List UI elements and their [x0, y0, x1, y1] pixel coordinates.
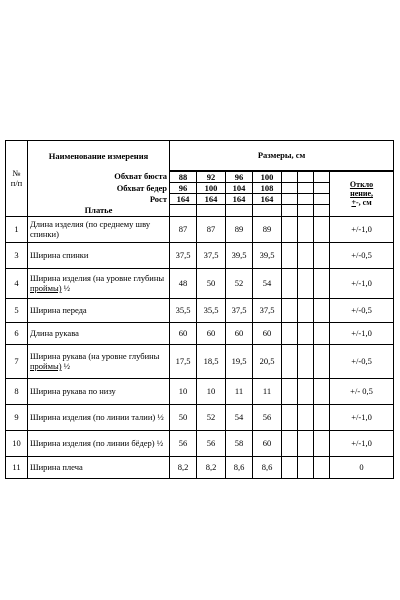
value-size-4: 8,6 [253, 456, 282, 478]
empty-cell [314, 378, 330, 404]
row-number: 4 [6, 268, 28, 298]
garment-label: Платье [28, 204, 170, 216]
row-number: 1 [6, 216, 28, 242]
value-size-4: 39,5 [253, 242, 282, 268]
value-size-4: 20,5 [253, 344, 282, 378]
empty-cell [314, 456, 330, 478]
measurement-name-part: ½ [61, 361, 71, 371]
tolerance-value: 0 [330, 456, 394, 478]
row-number: 6 [6, 322, 28, 344]
value-size-2: 8,2 [197, 456, 226, 478]
measurement-name-underlined: проймы) [30, 283, 62, 293]
value-size-2: 37,5 [197, 242, 226, 268]
tolerance-value: +/-1,0 [330, 322, 394, 344]
empty-cell [282, 268, 298, 298]
measurement-name: Ширина изделия (по линии талии) ½ [28, 404, 170, 430]
empty-cell [282, 322, 298, 344]
measurement-name: Ширина рукава по низу [28, 378, 170, 404]
sizes-header: Размеры, см [170, 141, 394, 171]
measurement-name-part: ½ [61, 283, 71, 293]
table-row [6, 268, 394, 298]
height-size-4: 164 [253, 193, 282, 204]
table-row [6, 378, 394, 404]
value-size-1: 50 [170, 404, 197, 430]
row-number: 5 [6, 298, 28, 322]
tolerance-header-line1: Откло [349, 180, 374, 189]
measurement-name [28, 268, 170, 298]
value-size-4: 11 [253, 378, 282, 404]
measurement-name: Ширина переда [28, 298, 170, 322]
empty-cell [282, 404, 298, 430]
empty-cell [282, 171, 298, 183]
measurement-name-part: Ширина изделия (на уровне глубины [30, 273, 165, 283]
empty-cell [314, 404, 330, 430]
row-number-header [6, 141, 28, 217]
value-size-3: 8,6 [226, 456, 253, 478]
bust-size-3: 96 [226, 171, 253, 183]
empty-cell [298, 344, 314, 378]
row-number-header-line2: п/п [10, 178, 23, 189]
empty-cell [314, 322, 330, 344]
value-size-1: 35,5 [170, 298, 197, 322]
empty-cell [282, 193, 298, 204]
row-number: 3 [6, 242, 28, 268]
empty-cell [314, 204, 330, 216]
tolerance-header-line2: нение, [350, 189, 374, 198]
plus-minus-sign: + [351, 198, 356, 207]
height-size-2: 164 [197, 193, 226, 204]
value-size-2: 35,5 [197, 298, 226, 322]
measurement-name-header: Наименование измерения [28, 141, 170, 171]
value-size-2: 87 [197, 216, 226, 242]
tolerance-value: +/-0,5 [330, 298, 394, 322]
table-row [6, 456, 394, 478]
empty-cell [298, 182, 314, 193]
tolerance-value: +/- 0,5 [330, 378, 394, 404]
value-size-1: 10 [170, 378, 197, 404]
empty-cell [298, 298, 314, 322]
value-size-3: 39,5 [226, 242, 253, 268]
empty-cell [282, 204, 298, 216]
table-row [6, 404, 394, 430]
empty-cell [298, 242, 314, 268]
empty-cell [282, 298, 298, 322]
value-size-4: 54 [253, 268, 282, 298]
value-size-1: 37,5 [170, 242, 197, 268]
value-size-1: 17,5 [170, 344, 197, 378]
value-size-3: 54 [226, 404, 253, 430]
measurement-name: Длина изделия (по среднему шву спинки) [28, 216, 170, 242]
height-label: Рост [28, 193, 170, 204]
value-size-3: 58 [226, 430, 253, 456]
measurement-name: Длина рукава [28, 322, 170, 344]
tolerance-value: +/-0,5 [330, 242, 394, 268]
empty-cell [314, 430, 330, 456]
value-size-1: 48 [170, 268, 197, 298]
row-number: 11 [6, 456, 28, 478]
hips-label: Обхват бедер [28, 182, 170, 193]
empty-cell [170, 204, 197, 216]
tolerance-value: +/-1,0 [330, 430, 394, 456]
measurement-name-underlined: проймы) [30, 361, 62, 371]
bust-size-4: 100 [253, 171, 282, 183]
size-chart-table [5, 140, 394, 479]
value-size-1: 87 [170, 216, 197, 242]
empty-cell [282, 378, 298, 404]
value-size-3: 19,5 [226, 344, 253, 378]
value-size-4: 37,5 [253, 298, 282, 322]
value-size-1: 8,2 [170, 456, 197, 478]
empty-cell [282, 242, 298, 268]
row-number: 9 [6, 404, 28, 430]
hips-size-4: 108 [253, 182, 282, 193]
empty-cell [314, 298, 330, 322]
tolerance-value: +/-0,5 [330, 344, 394, 378]
empty-cell [314, 171, 330, 183]
table-row [6, 430, 394, 456]
measurement-name: Ширина спинки [28, 242, 170, 268]
row-number-header-line1: № [12, 168, 21, 179]
row-number: 10 [6, 430, 28, 456]
value-size-3: 37,5 [226, 298, 253, 322]
empty-cell [298, 268, 314, 298]
empty-cell [282, 182, 298, 193]
empty-cell [314, 216, 330, 242]
empty-cell [298, 404, 314, 430]
table-row [6, 344, 394, 378]
measurement-name [28, 344, 170, 378]
hips-size-1: 96 [170, 182, 197, 193]
empty-cell [282, 456, 298, 478]
table-row [6, 298, 394, 322]
value-size-3: 89 [226, 216, 253, 242]
tolerance-value: +/-1,0 [330, 268, 394, 298]
bust-size-1: 88 [170, 171, 197, 183]
empty-cell [298, 456, 314, 478]
measurement-sheet [5, 140, 393, 472]
value-size-3: 60 [226, 322, 253, 344]
tolerance-value: +/-1,0 [330, 216, 394, 242]
row-number: 8 [6, 378, 28, 404]
empty-cell [226, 204, 253, 216]
value-size-2: 56 [197, 430, 226, 456]
height-size-1: 164 [170, 193, 197, 204]
value-size-1: 60 [170, 322, 197, 344]
value-size-2: 50 [197, 268, 226, 298]
tolerance-value: +/-1,0 [330, 404, 394, 430]
measurement-name: Ширина плеча [28, 456, 170, 478]
empty-cell [314, 182, 330, 193]
table-row [6, 322, 394, 344]
value-size-3: 11 [226, 378, 253, 404]
value-size-4: 56 [253, 404, 282, 430]
tolerance-unit: -, см [356, 198, 372, 207]
empty-cell [298, 378, 314, 404]
empty-cell [298, 204, 314, 216]
empty-cell [282, 344, 298, 378]
value-size-2: 60 [197, 322, 226, 344]
value-size-2: 52 [197, 404, 226, 430]
tolerance-header-line3 [332, 198, 391, 207]
height-size-3: 164 [226, 193, 253, 204]
empty-cell [197, 204, 226, 216]
empty-cell [298, 430, 314, 456]
tolerance-header [330, 171, 394, 217]
empty-cell [253, 204, 282, 216]
empty-cell [314, 344, 330, 378]
empty-cell [314, 242, 330, 268]
bust-label: Обхват бюста [28, 171, 170, 183]
measurement-name-part: Ширина рукава (на уровне глубины [30, 351, 160, 361]
empty-cell [298, 193, 314, 204]
empty-cell [298, 171, 314, 183]
table-row [6, 216, 394, 242]
row-number: 7 [6, 344, 28, 378]
empty-cell [314, 193, 330, 204]
value-size-1: 56 [170, 430, 197, 456]
value-size-2: 18,5 [197, 344, 226, 378]
empty-cell [282, 430, 298, 456]
table-row [6, 242, 394, 268]
hips-size-2: 100 [197, 182, 226, 193]
measurement-name: Ширина изделия (по линии бёдер) ½ [28, 430, 170, 456]
value-size-4: 89 [253, 216, 282, 242]
value-size-3: 52 [226, 268, 253, 298]
empty-cell [282, 216, 298, 242]
empty-cell [298, 322, 314, 344]
value-size-4: 60 [253, 322, 282, 344]
bust-size-2: 92 [197, 171, 226, 183]
empty-cell [314, 268, 330, 298]
hips-size-3: 104 [226, 182, 253, 193]
value-size-4: 60 [253, 430, 282, 456]
empty-cell [298, 216, 314, 242]
value-size-2: 10 [197, 378, 226, 404]
